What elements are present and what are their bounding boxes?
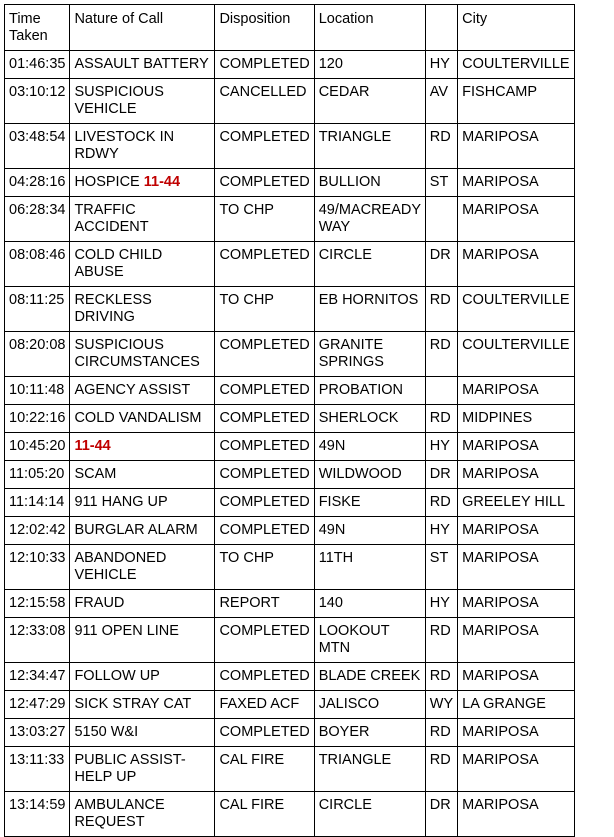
header-time: Time Taken [5, 5, 70, 51]
city-cell: COULTERVILLE [458, 287, 574, 332]
suffix-cell: AV [425, 79, 457, 124]
nature-text: 5150 W&I [74, 724, 139, 740]
disposition-cell: TO CHP [215, 287, 314, 332]
location-cell: WILDWOOD [314, 461, 425, 489]
table-row [5, 590, 575, 618]
nature-code: 11-44 [74, 438, 111, 454]
table-row [5, 377, 575, 405]
location-cell: FISKE [314, 489, 425, 517]
suffix-cell: RD [425, 489, 457, 517]
location-cell: 11TH [314, 545, 425, 590]
nature-text: COLD CHILD ABUSE [74, 247, 163, 280]
call-log-table [4, 4, 575, 837]
header-suffix [425, 5, 457, 51]
city-cell: MIDPINES [458, 405, 574, 433]
nature-text: SUSPICIOUS CIRCUMSTANCES [74, 337, 200, 370]
disposition-cell: COMPLETED [215, 124, 314, 169]
time-cell: 06:28:34 [5, 197, 70, 242]
header-row [5, 5, 575, 51]
table-row [5, 747, 575, 792]
time-cell: 10:11:48 [5, 377, 70, 405]
nature-text: SICK STRAY CAT [74, 696, 192, 712]
nature-cell [70, 79, 215, 124]
nature-cell [70, 517, 215, 545]
nature-text: AGENCY ASSIST [74, 382, 191, 398]
disposition-cell: COMPLETED [215, 517, 314, 545]
table-row [5, 287, 575, 332]
location-cell: TRIANGLE [314, 747, 425, 792]
table-row [5, 405, 575, 433]
city-cell: MARIPOSA [458, 618, 574, 663]
table-row [5, 124, 575, 169]
location-cell: TRIANGLE [314, 124, 425, 169]
table-row [5, 489, 575, 517]
nature-text: SUSPICIOUS VEHICLE [74, 84, 164, 117]
nature-cell [70, 792, 215, 837]
table-row [5, 332, 575, 377]
nature-text: 911 OPEN LINE [74, 623, 179, 639]
suffix-cell [425, 377, 457, 405]
time-cell: 04:28:16 [5, 169, 70, 197]
city-cell: MARIPOSA [458, 545, 574, 590]
disposition-cell: COMPLETED [215, 51, 314, 79]
city-cell: MARIPOSA [458, 433, 574, 461]
location-cell: SHERLOCK [314, 405, 425, 433]
city-cell: MARIPOSA [458, 747, 574, 792]
suffix-cell: HY [425, 433, 457, 461]
time-cell: 13:03:27 [5, 719, 70, 747]
location-cell: BULLION [314, 169, 425, 197]
time-cell: 10:45:20 [5, 433, 70, 461]
location-cell: CEDAR [314, 79, 425, 124]
nature-text: FOLLOW UP [74, 668, 160, 684]
nature-cell [70, 663, 215, 691]
location-cell: BLADE CREEK [314, 663, 425, 691]
nature-text: PUBLIC ASSIST-HELP UP [74, 752, 186, 785]
suffix-cell: RD [425, 663, 457, 691]
location-cell: EB HORNITOS [314, 287, 425, 332]
nature-cell [70, 124, 215, 169]
table-row [5, 169, 575, 197]
location-cell: 140 [314, 590, 425, 618]
nature-cell [70, 287, 215, 332]
nature-text: ASSAULT BATTERY [74, 56, 209, 72]
nature-text: ABANDONED VEHICLE [74, 550, 167, 583]
nature-text: COLD VANDALISM [74, 410, 202, 426]
location-cell: CIRCLE [314, 792, 425, 837]
nature-cell [70, 197, 215, 242]
suffix-cell: WY [425, 691, 457, 719]
nature-text: HOSPICE [74, 174, 140, 190]
location-cell: CIRCLE [314, 242, 425, 287]
nature-text: TRAFFIC ACCIDENT [74, 202, 149, 235]
nature-cell [70, 377, 215, 405]
nature-text: FRAUD [74, 595, 125, 611]
city-cell: MARIPOSA [458, 124, 574, 169]
city-cell: MARIPOSA [458, 377, 574, 405]
time-cell: 08:08:46 [5, 242, 70, 287]
table-row [5, 242, 575, 287]
city-cell: MARIPOSA [458, 590, 574, 618]
disposition-cell: CANCELLED [215, 79, 314, 124]
table-row [5, 433, 575, 461]
disposition-cell: COMPLETED [215, 242, 314, 287]
header-city: City [458, 5, 574, 51]
location-cell: JALISCO [314, 691, 425, 719]
table-row [5, 719, 575, 747]
city-cell: MARIPOSA [458, 663, 574, 691]
nature-code: 11-44 [143, 174, 181, 190]
time-cell: 12:15:58 [5, 590, 70, 618]
suffix-cell: DR [425, 242, 457, 287]
disposition-cell: COMPLETED [215, 433, 314, 461]
city-cell: MARIPOSA [458, 517, 574, 545]
time-cell: 08:20:08 [5, 332, 70, 377]
nature-cell [70, 489, 215, 517]
nature-cell [70, 51, 215, 79]
nature-cell [70, 545, 215, 590]
time-cell: 03:10:12 [5, 79, 70, 124]
time-cell: 13:14:59 [5, 792, 70, 837]
disposition-cell: COMPLETED [215, 169, 314, 197]
disposition-cell: CAL FIRE [215, 747, 314, 792]
time-cell: 12:33:08 [5, 618, 70, 663]
suffix-cell: RD [425, 332, 457, 377]
table-row [5, 51, 575, 79]
table-row [5, 792, 575, 837]
location-cell: 120 [314, 51, 425, 79]
time-cell: 12:34:47 [5, 663, 70, 691]
location-cell: 49N [314, 517, 425, 545]
city-cell: MARIPOSA [458, 197, 574, 242]
table-row [5, 79, 575, 124]
time-cell: 01:46:35 [5, 51, 70, 79]
location-cell: PROBATION [314, 377, 425, 405]
disposition-cell: COMPLETED [215, 377, 314, 405]
nature-text: BURGLAR ALARM [74, 522, 198, 538]
nature-text: LIVESTOCK IN RDWY [74, 129, 175, 162]
city-cell: COULTERVILLE [458, 51, 574, 79]
table-row [5, 691, 575, 719]
nature-cell [70, 242, 215, 287]
nature-text: 911 HANG UP [74, 494, 168, 510]
city-cell: MARIPOSA [458, 242, 574, 287]
disposition-cell: COMPLETED [215, 332, 314, 377]
table-row [5, 517, 575, 545]
suffix-cell: HY [425, 51, 457, 79]
city-cell: GREELEY HILL [458, 489, 574, 517]
location-cell: BOYER [314, 719, 425, 747]
nature-text: SCAM [74, 466, 117, 482]
nature-cell [70, 590, 215, 618]
disposition-cell: COMPLETED [215, 719, 314, 747]
nature-cell [70, 747, 215, 792]
suffix-cell: ST [425, 545, 457, 590]
time-cell: 12:47:29 [5, 691, 70, 719]
nature-cell [70, 618, 215, 663]
time-cell: 12:10:33 [5, 545, 70, 590]
disposition-cell: COMPLETED [215, 663, 314, 691]
table-row [5, 663, 575, 691]
suffix-cell: RD [425, 747, 457, 792]
disposition-cell: COMPLETED [215, 461, 314, 489]
disposition-cell: COMPLETED [215, 405, 314, 433]
table-row [5, 545, 575, 590]
disposition-cell: CAL FIRE [215, 792, 314, 837]
disposition-cell: TO CHP [215, 545, 314, 590]
suffix-cell: RD [425, 618, 457, 663]
time-cell: 13:11:33 [5, 747, 70, 792]
header-location: Location [314, 5, 425, 51]
suffix-cell: RD [425, 124, 457, 169]
time-cell: 11:14:14 [5, 489, 70, 517]
suffix-cell [425, 197, 457, 242]
nature-cell [70, 169, 215, 197]
disposition-cell: COMPLETED [215, 489, 314, 517]
table-row [5, 197, 575, 242]
call-log [4, 4, 575, 837]
table-row [5, 618, 575, 663]
nature-cell [70, 433, 215, 461]
nature-cell [70, 405, 215, 433]
suffix-cell: RD [425, 287, 457, 332]
time-cell: 11:05:20 [5, 461, 70, 489]
location-cell: 49N [314, 433, 425, 461]
location-cell: GRANITE SPRINGS [314, 332, 425, 377]
disposition-cell: REPORT [215, 590, 314, 618]
city-cell: MARIPOSA [458, 719, 574, 747]
table-row [5, 461, 575, 489]
disposition-cell: COMPLETED [215, 618, 314, 663]
city-cell: MARIPOSA [458, 792, 574, 837]
header-nature: Nature of Call [70, 5, 215, 51]
time-cell: 03:48:54 [5, 124, 70, 169]
disposition-cell: FAXED ACF [215, 691, 314, 719]
location-cell: 49/MACREADY WAY [314, 197, 425, 242]
nature-cell [70, 719, 215, 747]
nature-text: RECKLESS DRIVING [74, 292, 152, 325]
suffix-cell: DR [425, 461, 457, 489]
suffix-cell: HY [425, 517, 457, 545]
suffix-cell: HY [425, 590, 457, 618]
city-cell: MARIPOSA [458, 169, 574, 197]
time-cell: 12:02:42 [5, 517, 70, 545]
suffix-cell: ST [425, 169, 457, 197]
city-cell: FISHCAMP [458, 79, 574, 124]
suffix-cell: DR [425, 792, 457, 837]
city-cell: MARIPOSA [458, 461, 574, 489]
time-cell: 08:11:25 [5, 287, 70, 332]
location-cell: LOOKOUT MTN [314, 618, 425, 663]
header-disposition: Disposition [215, 5, 314, 51]
time-cell: 10:22:16 [5, 405, 70, 433]
nature-text: AMBULANCE REQUEST [74, 797, 165, 830]
nature-cell [70, 332, 215, 377]
suffix-cell: RD [425, 719, 457, 747]
disposition-cell: TO CHP [215, 197, 314, 242]
city-cell: LA GRANGE [458, 691, 574, 719]
nature-cell [70, 461, 215, 489]
nature-cell [70, 691, 215, 719]
suffix-cell: RD [425, 405, 457, 433]
city-cell: COULTERVILLE [458, 332, 574, 377]
